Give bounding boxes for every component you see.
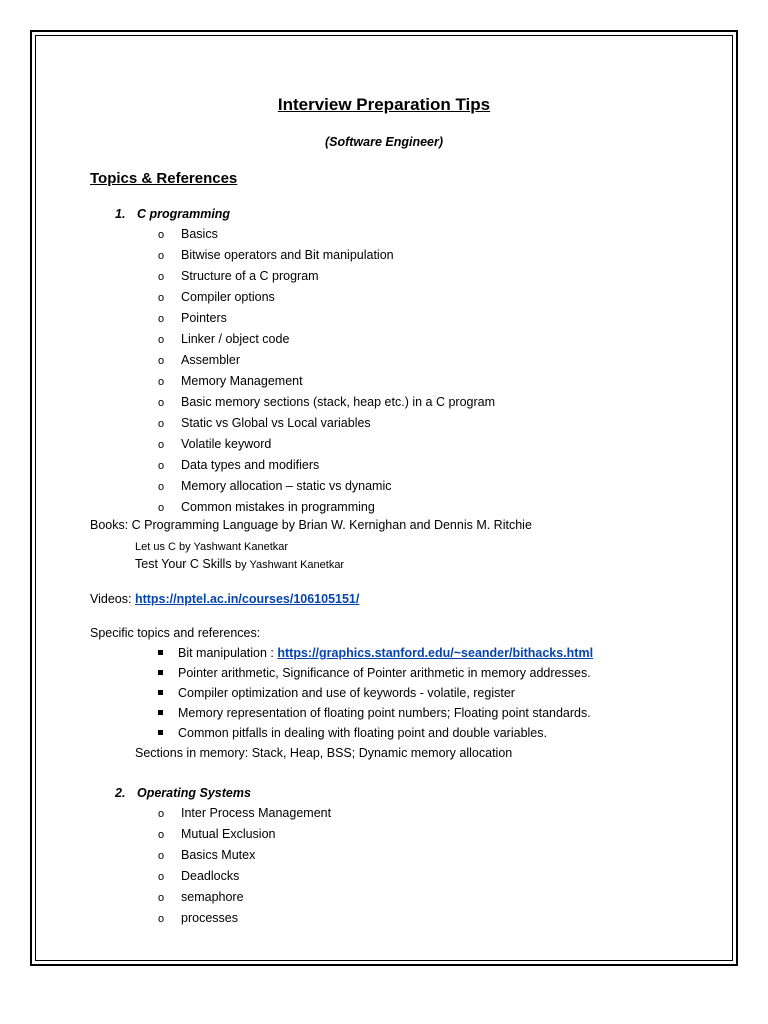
list-item: [158, 683, 591, 703]
circle-bullet-icon: o: [158, 313, 165, 325]
topic-heading-c: [115, 207, 230, 221]
list-item-text: Deadlocks: [181, 869, 240, 883]
list-item-text: Common pitfalls in dealing with floating point and double variables.: [178, 726, 547, 740]
videos-label: Videos:: [90, 592, 135, 606]
list-item: [158, 371, 495, 392]
list-item: [158, 434, 495, 455]
list-item-text: Inter Process Management: [181, 806, 332, 820]
list-item: [158, 413, 495, 434]
book-author: by Yashwant Kanetkar: [179, 541, 289, 553]
list-item-text: Data types and modifiers: [181, 458, 320, 472]
list-item: [158, 455, 495, 476]
circle-bullet-icon: o: [158, 355, 165, 367]
list-item-text: semaphore: [181, 890, 244, 904]
list-item-text: Compiler optimization and use of keywords - volatile, register: [178, 686, 515, 700]
circle-bullet-icon: o: [158, 460, 165, 472]
list-item-text: Common mistakes in programming: [181, 500, 375, 514]
circle-bullet-icon: o: [158, 397, 165, 409]
list-item: [158, 803, 331, 824]
section-heading: Topics & References: [90, 170, 238, 187]
document-title: Interview Preparation Tips: [277, 95, 491, 114]
list-item: [158, 329, 495, 350]
list-item-text: Mutual Exclusion: [181, 827, 276, 841]
list-item-text: Static vs Global vs Local variables: [181, 416, 371, 430]
list-item-text: Linker / object code: [181, 332, 290, 346]
book-title: Test Your C Skills: [135, 557, 236, 571]
square-bullet-icon: [158, 670, 163, 675]
circle-bullet-icon: o: [158, 376, 165, 388]
circle-bullet-icon: o: [158, 913, 165, 925]
list-item: [158, 497, 495, 518]
book-test-your-c: [135, 557, 344, 571]
circle-bullet-icon: o: [158, 829, 165, 841]
circle-bullet-icon: o: [158, 418, 165, 430]
square-bullet-icon: [158, 730, 163, 735]
list-item-text: processes: [181, 911, 238, 925]
list-item: [158, 643, 593, 663]
list-item: [158, 845, 331, 866]
videos-line: [90, 592, 359, 606]
circle-bullet-icon: o: [158, 850, 165, 862]
topic-heading-os: [115, 786, 251, 800]
book-let-us-c: [135, 539, 288, 553]
circle-bullet-icon: o: [158, 229, 165, 241]
bithacks-link[interactable]: https://graphics.stanford.edu/~seander/bithacks.html: [277, 646, 594, 660]
list-item-text: Basics Mutex: [181, 848, 256, 862]
circle-bullet-icon: o: [158, 892, 165, 904]
square-bullet-icon: [158, 690, 163, 695]
list-item-text: Pointers: [181, 311, 227, 325]
list-item: [158, 287, 495, 308]
list-item-text: Compiler options: [181, 290, 275, 304]
circle-bullet-icon: o: [158, 871, 165, 883]
list-item: [158, 350, 495, 371]
book-title: Let us C: [135, 541, 180, 553]
bit-label: Bit manipulation :: [178, 646, 278, 660]
specific-list: [158, 663, 591, 743]
square-bullet-icon: [158, 650, 163, 655]
list-item: [158, 824, 331, 845]
document-subtitle: (Software Engineer): [324, 135, 444, 149]
circle-bullet-icon: o: [158, 250, 165, 262]
list-item: [158, 245, 495, 266]
book-author: by Yashwant Kanetkar: [235, 559, 345, 571]
circle-bullet-icon: o: [158, 502, 165, 514]
list-item: [158, 908, 331, 929]
list-item: [158, 887, 331, 908]
list-item-text: Structure of a C program: [181, 269, 319, 283]
list-item-text: Basics: [181, 227, 218, 241]
list-item-text: Bitwise operators and Bit manipulation: [181, 248, 394, 262]
list-item-text: Basic memory sections (stack, heap etc.) in a C program: [181, 395, 496, 409]
topic-label: C programming: [137, 207, 231, 221]
specific-heading: Specific topics and references:: [90, 626, 261, 640]
list-item: [158, 308, 495, 329]
list-item: [158, 723, 591, 743]
books-line: Books: C Programming Language by Brian W. Kernighan and Dennis M. Ritchie: [90, 518, 532, 532]
list-item: [158, 663, 591, 683]
list-item-text: Memory allocation – static vs dynamic: [181, 479, 392, 493]
topic-number: 1.: [115, 207, 126, 221]
list-item: [158, 476, 495, 497]
topic-os-list: [158, 803, 331, 929]
list-item: [158, 224, 495, 245]
list-item: [158, 266, 495, 287]
topic-number: 2.: [115, 786, 126, 800]
circle-bullet-icon: o: [158, 439, 165, 451]
circle-bullet-icon: o: [158, 334, 165, 346]
circle-bullet-icon: o: [158, 292, 165, 304]
list-item: [158, 392, 495, 413]
list-item: [158, 866, 331, 887]
sections-line: Sections in memory: Stack, Heap, BSS; Dynamic memory allocation: [135, 746, 513, 760]
list-item-text: Memory representation of floating point numbers; Floating point standards.: [178, 706, 591, 720]
topic-c-list: [158, 224, 495, 518]
videos-link[interactable]: https://nptel.ac.in/courses/106105151/: [134, 592, 360, 606]
list-item: [158, 703, 591, 723]
list-item-text: Memory Management: [181, 374, 303, 388]
topic-label: Operating Systems: [137, 786, 251, 800]
list-item-text: Pointer arithmetic, Significance of Pointer arithmetic in memory addresses.: [178, 666, 591, 680]
list-item-text: Volatile keyword: [181, 437, 272, 451]
circle-bullet-icon: o: [158, 271, 165, 283]
circle-bullet-icon: o: [158, 481, 165, 493]
square-bullet-icon: [158, 710, 163, 715]
circle-bullet-icon: o: [158, 808, 165, 820]
list-item-text: Assembler: [181, 353, 241, 367]
